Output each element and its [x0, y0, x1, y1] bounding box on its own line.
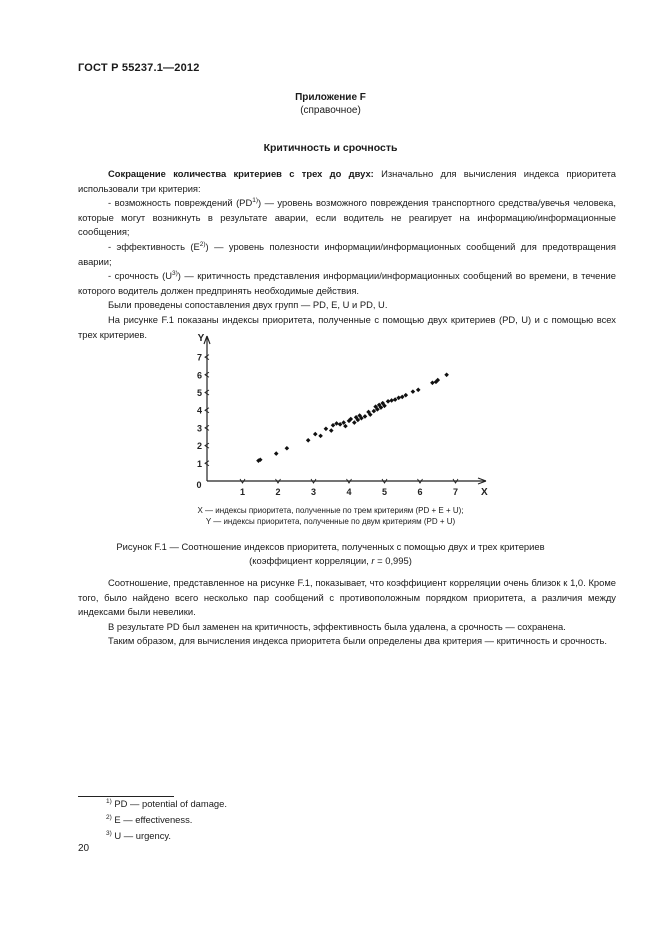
caption-post: = 0,995) [374, 555, 412, 566]
footnote-1-mark: 1) [106, 798, 112, 805]
caption-pre: (коэффициент корреляции, [249, 555, 372, 566]
data-point [352, 420, 357, 425]
data-point [274, 451, 279, 456]
chart-axes [196, 333, 488, 498]
y-tick-label: 7 [196, 352, 202, 363]
intro-block [78, 167, 616, 342]
footnote-1-text: PD — potential of damage. [114, 798, 227, 809]
legend-y: Y — индексы приоритета, полученные по двум критериям (PD + U) [205, 517, 456, 526]
intro-rest: Изначально для вычисления индекса приоритета использовали три критерия: [78, 168, 617, 194]
paragraph-groups: Были проведены сопоставления двух групп — PD, E, U и PD, U. [108, 299, 388, 311]
data-point [306, 438, 311, 443]
section-title: Критичность и срочность [263, 142, 398, 154]
bullet-u-pre: - срочность (U [108, 270, 172, 282]
x-axis-label: X [481, 487, 488, 498]
bullet-u-post: ) — критичность представления информации/информационных сообщений во времени, в течение которого водитель должен предпринять необходимые действия. [78, 270, 616, 296]
x-tick-label: 7 [452, 487, 459, 497]
document-header: ГОСТ Р 55237.1—2012 [78, 62, 200, 74]
paragraph-intro [78, 167, 616, 196]
x-tick-label: 3 [310, 487, 317, 497]
y-tick-label: 6 [196, 370, 202, 381]
bullet-pd-pre: - возможность повреждений (PD [108, 197, 253, 209]
x-tick-label: 5 [381, 487, 388, 497]
paragraph-figure-ref: На рисунке F.1 показаны индексы приоритета, полученные с помощью двух критериев (PD, U) и с помощью всех трех критериев. [78, 313, 616, 340]
footnote-2 [106, 814, 192, 825]
paragraph-replacement: В результате PD был заменен на критичность, эффективность была удалена, а срочность — сохранена. [108, 620, 566, 632]
footnote-2-text: E — effectiveness. [114, 814, 193, 825]
data-point [324, 426, 329, 431]
x-tick-label: 4 [346, 487, 352, 497]
origin-label: 0 [196, 480, 202, 490]
data-point [318, 434, 323, 439]
footnote-3-mark: 3) [106, 830, 112, 837]
footnote-3-text: U — urgency. [114, 830, 172, 841]
figure-caption-line1: Рисунок F.1 — Соотношение индексов приоритета, полученных с помощью двух и трех критериев [116, 541, 545, 552]
footnote-3 [106, 830, 171, 841]
bullet-e-pre: - эффективность (E [108, 240, 200, 252]
data-point [444, 373, 449, 378]
y-axis-label: Y [197, 333, 205, 344]
y-tick-label: 2 [196, 441, 202, 452]
data-point [285, 446, 290, 451]
y-tick-label: 1 [196, 458, 202, 469]
chart-ticks [197, 353, 458, 497]
data-point [411, 389, 416, 394]
footnote-ref-2: 2) [199, 240, 206, 248]
data-point [416, 388, 421, 393]
conclusion-block [78, 576, 616, 649]
x-tick-label: 1 [239, 487, 246, 497]
legend-x: X — индексы приоритета, полученные по трем критериям (PD + E + U); [197, 506, 464, 515]
caption-var: r [371, 555, 375, 566]
bullet-u [78, 269, 616, 298]
footnote-1 [106, 798, 227, 809]
paragraph-correlation: Соотношение, представленное на рисунке F.1, показывает, что коэффициент корреляции очень близок к 1,0. Кроме того, было найдено всего несколько пар сообщений с противоположным порядком приоритета, а различия между индексами были невелики. [78, 577, 616, 618]
y-tick-label: 5 [196, 388, 202, 398]
bullet-e [78, 240, 616, 269]
chart-points [256, 373, 449, 463]
x-tick-label: 6 [417, 487, 423, 497]
bullet-e-post: ) — уровень полезности информации/информационных сообщений для предотвращения аварии; [78, 240, 616, 267]
footnote-2-mark: 2) [106, 814, 112, 821]
data-point [386, 399, 391, 404]
intro-bold: Сокращение количества критериев с трех до двух: [108, 168, 374, 179]
scatter-chart [190, 328, 500, 500]
bullet-pd-post: ) — уровень возможного повреждения транспортного средства/увечья человека, которые могут возникнуть в результате аварии, если водитель не реагирует на информацию/информационные сообщения; [78, 197, 616, 238]
y-tick-label: 4 [196, 405, 202, 416]
footnote-ref-3: 3) [172, 270, 178, 278]
figure-caption-line2 [0, 554, 661, 568]
data-point [430, 380, 435, 385]
data-point [389, 398, 394, 403]
paragraph-conclusion: Таким образом, для вычисления индекса приоритета были определены два критерия — критичность и срочность. [108, 635, 607, 647]
data-point [329, 428, 334, 433]
x-tick-label: 2 [275, 487, 281, 497]
bullet-pd [78, 196, 616, 240]
appendix-title: Приложение F [295, 92, 366, 103]
footnote-ref-1: 1) [252, 197, 258, 205]
footnote-divider [78, 796, 174, 797]
appendix-subtitle: (справочное) [300, 105, 361, 116]
page-number: 20 [78, 843, 90, 854]
y-tick-label: 3 [196, 423, 202, 434]
data-point [313, 432, 318, 437]
